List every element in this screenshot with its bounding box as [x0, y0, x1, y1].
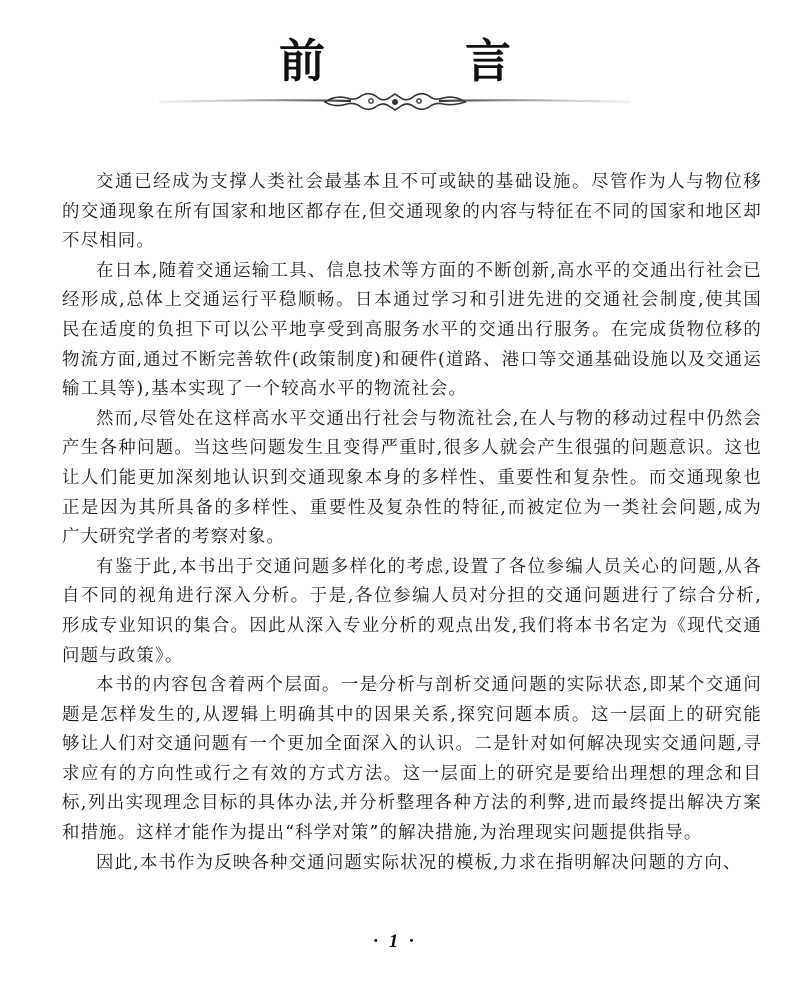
decorative-divider	[155, 86, 635, 116]
paragraph-5: 本书的内容包含着两个层面。一是分析与剖析交通问题的实际状态,即某个交通问题是怎样发生的,从逻辑上明确其中的因果关系,探究问题本质。这一层面上的研究能够让人们对交通问题有一个更加全面深入的认识。二是针对如何解决现实交通问题,寻求应有的方向性或行之有效的方式方法。这一层面上的研究是要给出理想的理念和目标,列出实现理念目标的具体办法,并分析整理各种方法的利弊,进而最终提出解决方案和措施。这样才能作为提出“科学对策”的解决措施,为治理现实问题提供指导。	[62, 675, 762, 844]
paragraph-3: 然而,尽管处在这样高水平交通出行社会与物流社会,在人与物的移动过程中仍然会产生各种问题。当这些问题发生且变得严重时,很多人就会产生很强的问题意识。这也让人们能更加深刻地认识到交通现象本身的多样性、重要性和复杂性。而交通现象也正是因为其所具备的多样性、重要性及复杂性的特征,而被定位为一类社会问题,成为广大研究学者的考察对象。	[62, 408, 762, 548]
paragraph-2: 在日本,随着交通运输工具、信息技术等方面的不断创新,高水平的交通出行社会已经形成,总体上交通运行平稳顺畅。日本通过学习和引进先进的交通社会制度,使其国民在适度的负担下可以公平地享受到高服务水平的交通出行服务。在完成货物位移的物流方面,通过不断完善软件(政策制度)和硬件(道路、港口等交通基础设施以及交通运输工具等),基本实现了一个较高水平的物流社会。	[62, 260, 762, 400]
page-number: · 1 ·	[373, 931, 417, 952]
paragraph-4: 有鉴于此,本书出于交通问题多样化的考虑,设置了各位参编人员关心的问题,从各自不同的视角进行深入分析。于是,各位参编人员对分担的交通问题进行了综合分析,形成专业知识的集合。因此从深入专业分析的观点出发,我们将本书名定为《现代交通问题与政策》。	[62, 556, 762, 666]
page-title: 前 言	[278, 34, 573, 88]
paragraph-6: 因此,本书作为反映各种交通问题实际状况的模板,力求在指明解决问题的方向、	[96, 852, 742, 873]
preface-body	[62, 168, 762, 878]
paragraph-1: 交通已经成为支撑人类社会最基本且不可或缺的基础设施。尽管作为人与物位移的交通现象在所有国家和地区都存在,但交通现象的内容与特征在不同的国家和地区却不尽相同。	[62, 172, 762, 252]
